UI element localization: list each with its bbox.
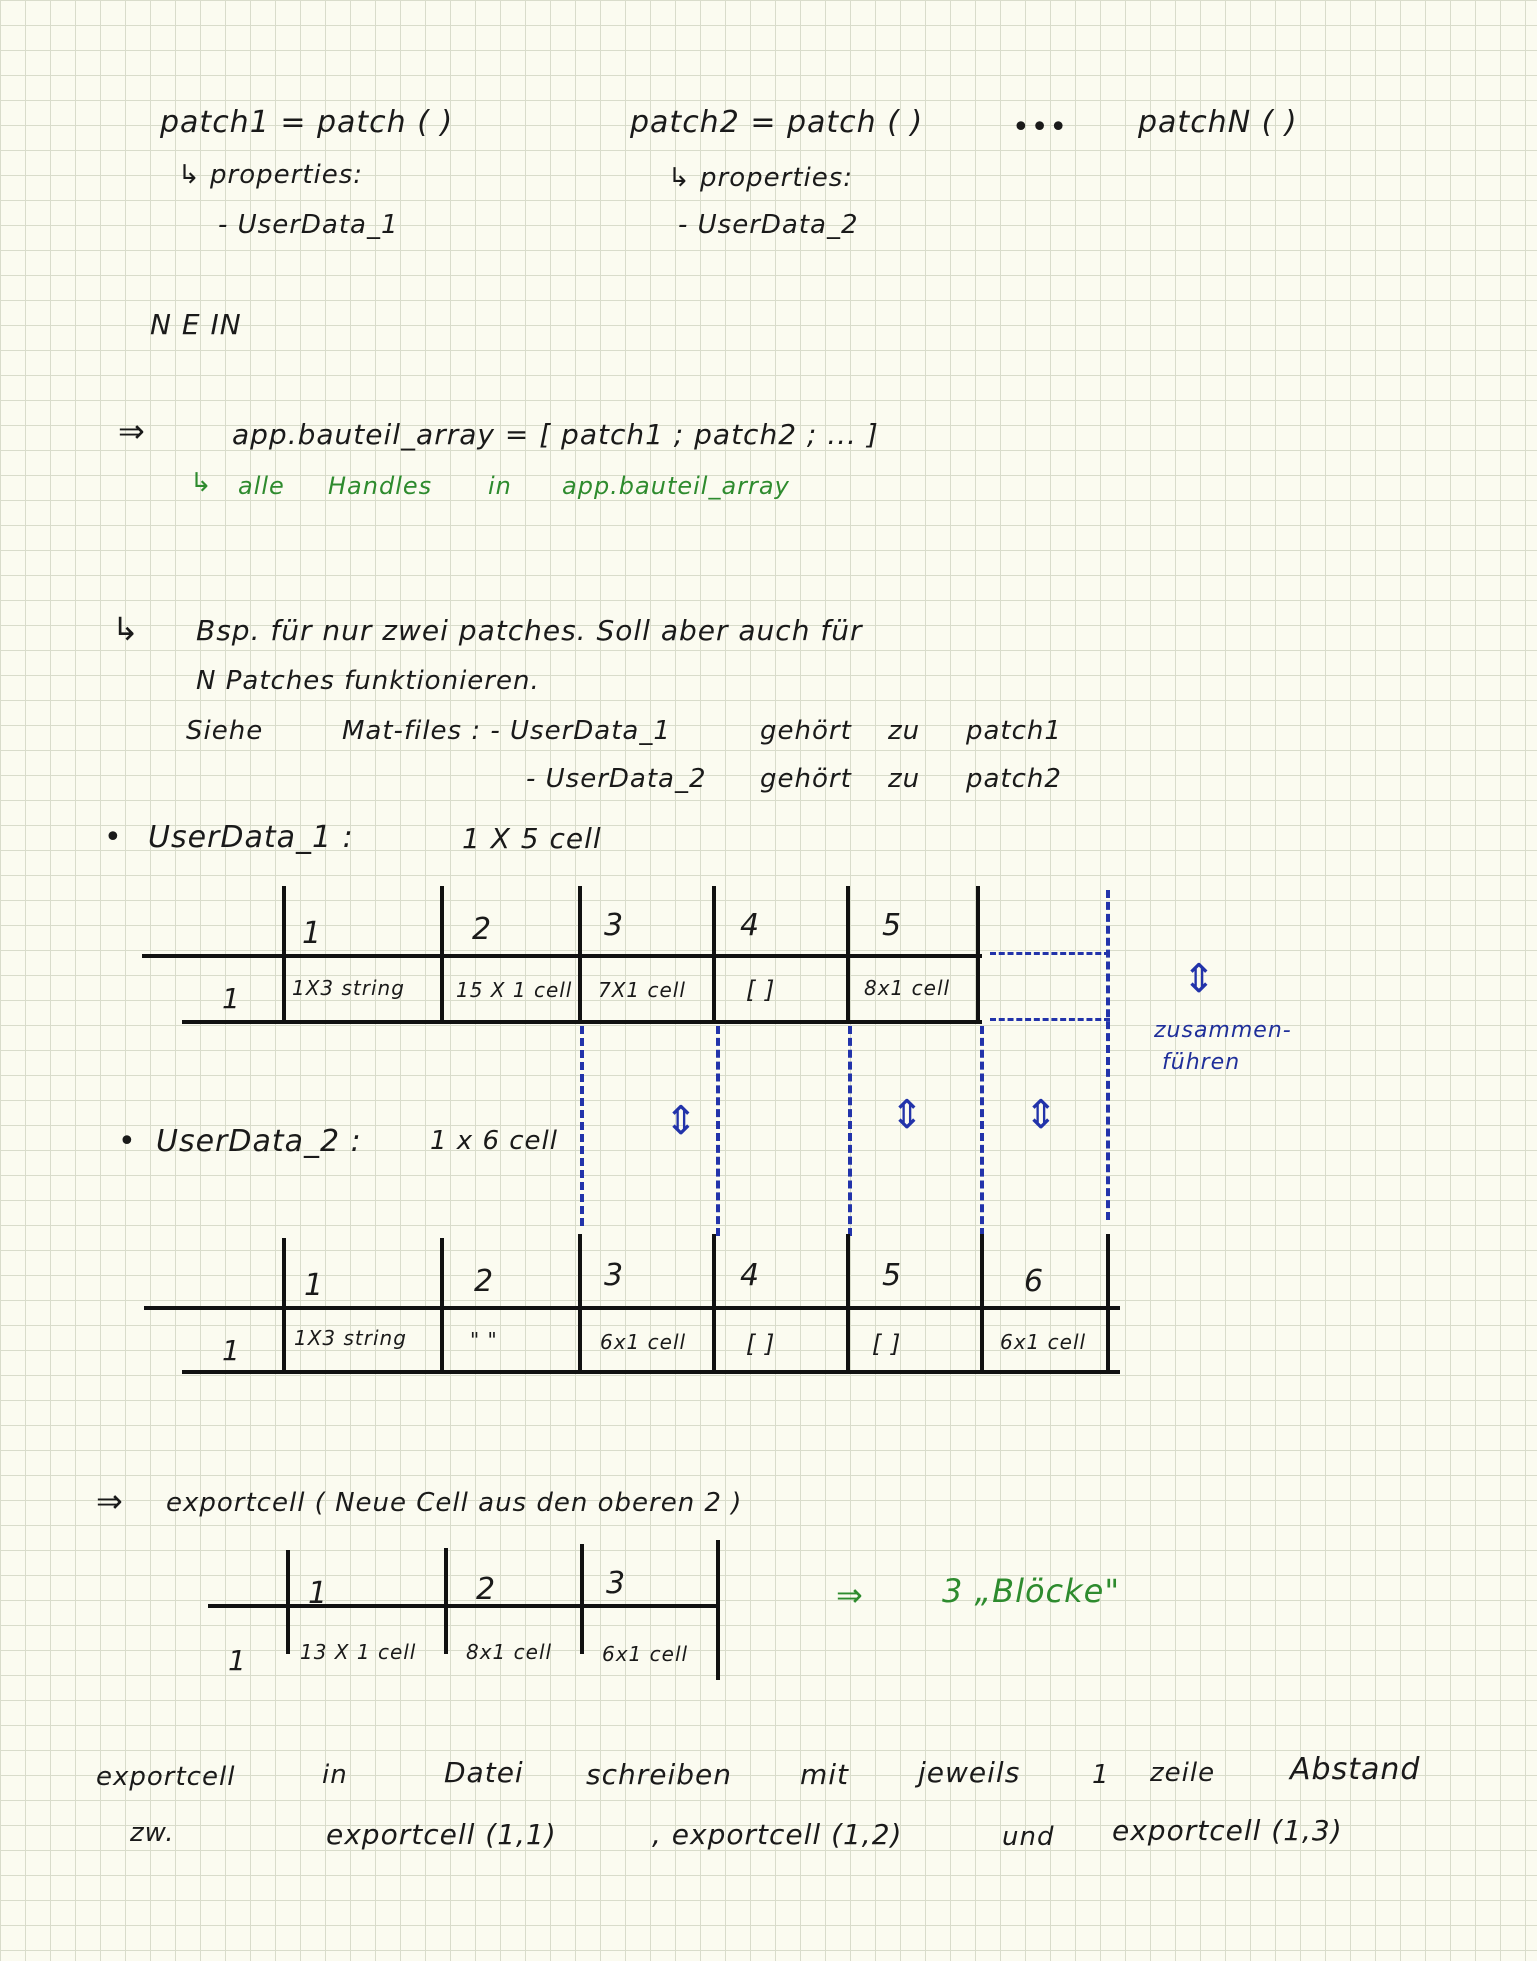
table2-header-6: 6 xyxy=(1024,1264,1045,1299)
table1-cell-5: 8x1 cell xyxy=(864,976,951,1000)
merge-dash-col4 xyxy=(716,1026,720,1236)
table2-cell-6: 6x1 cell xyxy=(1000,1330,1087,1354)
table2-header-3: 3 xyxy=(604,1258,625,1293)
table2-row-label: 1 xyxy=(222,1334,241,1367)
table2-vline-4 xyxy=(712,1234,716,1372)
userdata1-size: 1 X 5 cell xyxy=(462,822,602,855)
table3-vline-2 xyxy=(444,1548,448,1654)
userdata1-label: UserData_1 : xyxy=(148,820,354,855)
ellipsis: ••• xyxy=(1012,110,1069,145)
table1-cell-4: [ ] xyxy=(746,976,776,1004)
bottom-datei: Datei xyxy=(444,1756,524,1789)
patch1-properties: ↳ properties: xyxy=(178,160,364,190)
userdata2-label: UserData_2 : xyxy=(156,1124,362,1159)
bottom-mit: mit xyxy=(800,1758,850,1791)
bauteil-array-statement: app.bauteil_array = [ patch1 ; patch2 ; ... ] xyxy=(232,418,879,451)
bottom-exportcell-12: , exportcell (1,2) xyxy=(652,1818,903,1851)
patch1-ref: patch1 xyxy=(966,716,1062,746)
patch2-properties: ↳ properties: xyxy=(668,163,854,193)
matfiles-userdata2: - UserData_2 xyxy=(526,764,707,794)
merge-label-1: zusammen- xyxy=(1154,1018,1292,1043)
table3-vline-4 xyxy=(716,1540,720,1680)
table3-cell-2: 8x1 cell xyxy=(466,1640,553,1664)
implies-arrow: ⇒ xyxy=(118,412,146,450)
example-line-1: Bsp. für nur zwei patches. Soll aber auch für xyxy=(196,614,863,647)
bottom-jeweils: jeweils xyxy=(918,1756,1021,1789)
bullet-userdata2: • xyxy=(118,1124,137,1159)
merge-arrow-2: ⇕ xyxy=(890,1092,924,1138)
note-alle: alle xyxy=(238,472,285,500)
table3-vline-3 xyxy=(580,1544,584,1654)
table3-header-2: 2 xyxy=(476,1572,497,1607)
userdata2-size: 1 x 6 cell xyxy=(430,1126,559,1156)
table1-vline-4 xyxy=(712,886,716,1022)
table3-vline-1 xyxy=(286,1550,290,1654)
table1-vline-1 xyxy=(282,886,286,1022)
merge-dash-right xyxy=(1106,890,1110,1220)
table1-header-4: 4 xyxy=(740,908,761,943)
table1-bottom-line xyxy=(182,1020,982,1024)
table2-cell-1: 1X3 string xyxy=(294,1326,407,1350)
siehe-label: Siehe xyxy=(186,716,264,746)
table3-header-1: 1 xyxy=(308,1576,329,1611)
note-target: app.bauteil_array xyxy=(562,472,790,500)
note-in: in xyxy=(488,472,512,500)
merge-dash-col6 xyxy=(980,1026,984,1236)
table2-cell-4: [ ] xyxy=(746,1330,776,1358)
exportcell-implies: ⇒ xyxy=(96,1482,124,1520)
table2-vline-1 xyxy=(282,1238,286,1372)
table2-vline-5 xyxy=(846,1234,850,1372)
bottom-exportcell: exportcell xyxy=(96,1762,236,1792)
bottom-schreiben: schreiben xyxy=(586,1758,732,1791)
merge-dash-top xyxy=(990,952,1110,955)
table1-cell-2: 15 X 1 cell xyxy=(456,978,573,1002)
merge-arrow-1: ⇕ xyxy=(664,1098,698,1144)
table2-header-5: 5 xyxy=(882,1258,903,1293)
table2-header-1: 1 xyxy=(304,1268,325,1303)
table1-header-2: 2 xyxy=(472,912,493,947)
table2-vline-6 xyxy=(980,1234,984,1372)
gehoert-2: gehört xyxy=(760,764,852,794)
table1-header-3: 3 xyxy=(604,908,625,943)
table2-header-2: 2 xyxy=(474,1264,495,1299)
bullet-userdata1: • xyxy=(104,820,123,855)
table2-cell-3: 6x1 cell xyxy=(600,1330,687,1354)
zu-1: zu xyxy=(888,716,921,746)
patch2-definition: patch2 = patch ( ) xyxy=(630,105,924,140)
table1-cell-3: 7X1 cell xyxy=(598,978,686,1002)
bottom-1: 1 xyxy=(1092,1760,1110,1790)
table1-cell-1: 1X3 string xyxy=(292,976,405,1000)
table1-vline-3 xyxy=(578,886,582,1022)
table1-vline-5 xyxy=(846,886,850,1022)
example-arrow: ↳ xyxy=(112,610,140,648)
matfiles-userdata1: Mat-files : - UserData_1 xyxy=(342,716,671,746)
result-bloecke: 3 „Blöcke" xyxy=(942,1572,1121,1610)
table2-vline-7 xyxy=(1106,1234,1110,1372)
bottom-abstand: Abstand xyxy=(1290,1752,1421,1787)
table1-header-5: 5 xyxy=(882,908,903,943)
merge-label-2: führen xyxy=(1162,1050,1241,1075)
table2-header-4: 4 xyxy=(740,1258,761,1293)
table1-vline-6 xyxy=(976,886,980,1022)
patch2-userdata: - UserData_2 xyxy=(678,210,859,240)
patchN-definition: patchN ( ) xyxy=(1138,105,1298,140)
patch1-definition: patch1 = patch ( ) xyxy=(160,105,454,140)
table2-header-line xyxy=(144,1306,1120,1310)
merge-arrow-3: ⇕ xyxy=(1024,1092,1058,1138)
note-handles: Handles xyxy=(328,472,433,500)
bottom-in: in xyxy=(322,1760,348,1790)
example-line-2: N Patches funktionieren. xyxy=(196,666,540,696)
bottom-zeile: zeile xyxy=(1150,1758,1216,1788)
bottom-exportcell-13: exportcell (1,3) xyxy=(1112,1814,1343,1847)
table3-header-line xyxy=(208,1604,720,1608)
gehoert-1: gehört xyxy=(760,716,852,746)
table1-header-1: 1 xyxy=(302,916,323,951)
exportcell-title: exportcell ( Neue Cell aus den oberen 2 ) xyxy=(166,1488,743,1518)
table1-header-line xyxy=(142,954,982,958)
merge-dash-col5 xyxy=(848,1026,852,1236)
table2-vline-2 xyxy=(440,1238,444,1372)
table3-header-3: 3 xyxy=(606,1566,627,1601)
table3-cell-3: 6x1 cell xyxy=(602,1642,689,1666)
table1-row-label: 1 xyxy=(222,982,241,1015)
patch1-userdata: - UserData_1 xyxy=(218,210,399,240)
bottom-exportcell-11: exportcell (1,1) xyxy=(326,1818,557,1851)
table1-vline-2 xyxy=(440,886,444,1022)
bottom-zw: zw. xyxy=(130,1818,175,1848)
zu-2: zu xyxy=(888,764,921,794)
merge-dash-col3 xyxy=(580,1026,584,1226)
nein-label: N E IN xyxy=(150,308,242,341)
table2-cell-5: [ ] xyxy=(872,1330,902,1358)
patch2-ref: patch2 xyxy=(966,764,1062,794)
note-arrow: ↳ xyxy=(190,468,213,498)
merge-arrow-4: ⇕ xyxy=(1182,956,1216,1002)
bottom-und: und xyxy=(1002,1822,1055,1852)
table2-vline-3 xyxy=(578,1234,582,1372)
merge-dash-bottom xyxy=(990,1018,1110,1021)
table3-cell-1: 13 X 1 cell xyxy=(300,1640,417,1664)
table2-cell-2: " " xyxy=(470,1328,498,1352)
table3-row-label: 1 xyxy=(228,1644,247,1677)
result-arrow: ⇒ xyxy=(836,1576,864,1614)
